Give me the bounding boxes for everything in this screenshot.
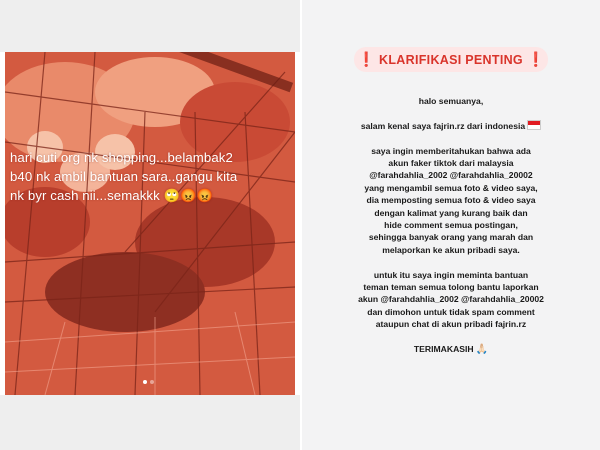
indonesia-flag-icon xyxy=(527,120,541,130)
shopping-cart-photo xyxy=(5,52,295,395)
para1-line: melaporkan ke akun pribadi saya. xyxy=(382,244,520,255)
badge-label: KLARIFIKASI PENTING xyxy=(379,52,523,67)
para1-line: @farahdahlia_2002 @farahdahlia_20002 xyxy=(369,170,533,181)
panel-margin-top xyxy=(0,0,300,52)
praying-hands-icon: 🙏🏻 xyxy=(475,344,489,356)
carousel-indicator[interactable] xyxy=(143,380,154,384)
para2-line: teman teman semua tolong bantu laporkan xyxy=(363,282,539,293)
caption-line: hari cuti org nk shopping...belambak2 xyxy=(10,150,233,165)
para1-line: dengan kalimat yang kurang baik dan xyxy=(374,207,528,218)
para1-line: sehingga banyak orang yang marah dan xyxy=(368,232,534,243)
para1-line: dia memposting semua foto & video saya xyxy=(366,195,536,206)
para2-line: ataupun chat di akun pribadi fajrin.rz xyxy=(375,319,527,330)
story-caption xyxy=(10,148,290,205)
caption-line: nk byr cash nii...semakkk 🙄😡😡 xyxy=(10,188,214,203)
cart-illustration xyxy=(5,52,295,395)
clarification-text xyxy=(314,95,588,356)
right-story-panel xyxy=(302,0,600,450)
para2-line: untuk itu saya ingin meminta bantuan xyxy=(373,269,529,280)
greeting: halo semuanya, xyxy=(418,96,484,106)
carousel-dot-active[interactable] xyxy=(143,380,147,384)
exclamation-icon: ❗ xyxy=(526,51,545,67)
carousel-dot[interactable] xyxy=(150,380,154,384)
caption-line: b40 nk ambil bantuan sara..gangu kita xyxy=(10,169,238,184)
para2-line: dan dimohon untuk tidak spam comment xyxy=(367,306,535,317)
para1-line: hide comment semua postingan, xyxy=(384,220,518,231)
para1-line: yang mengambil semua foto & video saya, xyxy=(364,182,538,193)
clarification-badge xyxy=(354,47,548,72)
para1-line: akun faker tiktok dari malaysia xyxy=(388,158,514,168)
panel-margin-bottom xyxy=(0,395,300,450)
intro-line: salam kenal saya fajrin.rz dari indonesia xyxy=(314,120,588,132)
para2-line: akun @farahdahlia_2002 @farahdahlia_20002 xyxy=(358,294,544,305)
exclamation-icon: ❗ xyxy=(357,51,376,67)
thanks-line: TERIMAKASIH 🙏🏻 xyxy=(413,344,489,356)
para1-line: saya ingin memberitahukan bahwa ada xyxy=(371,145,531,156)
